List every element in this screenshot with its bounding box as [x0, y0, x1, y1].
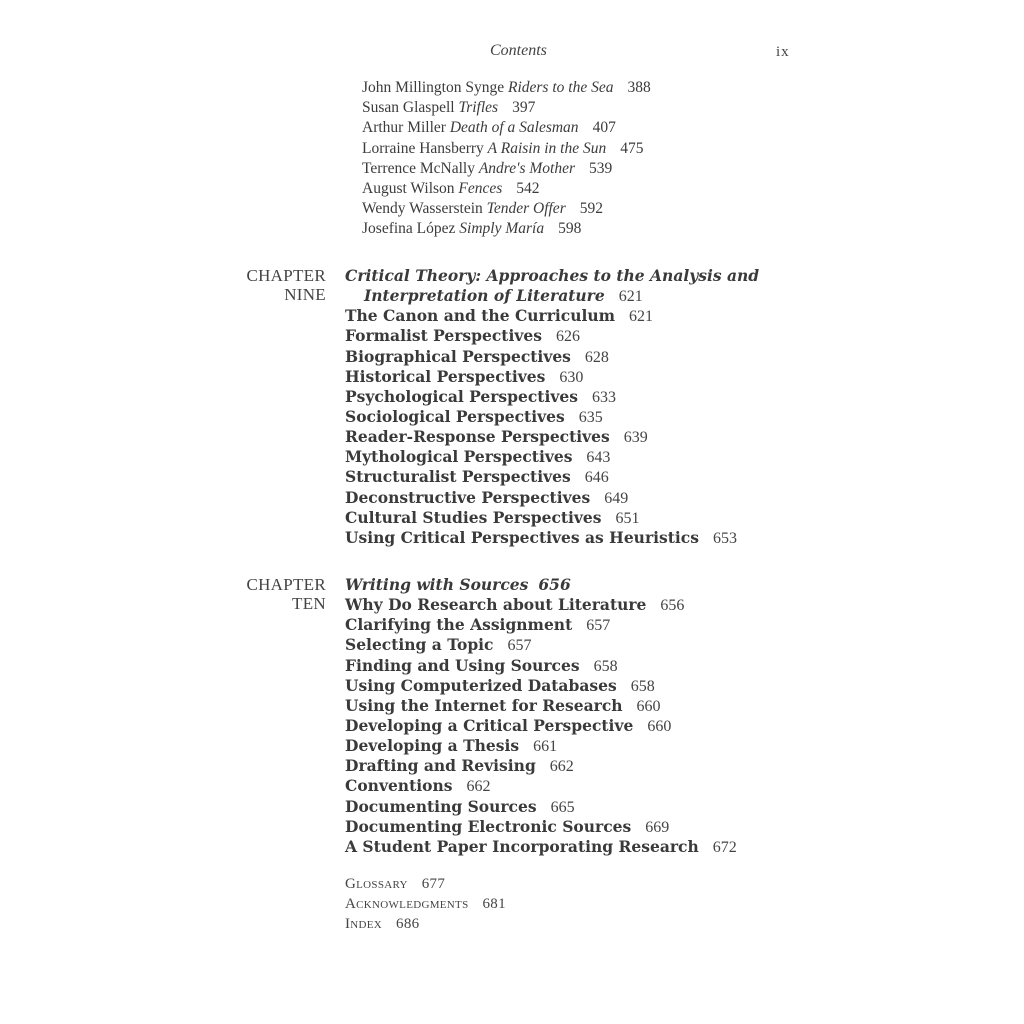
page-number: ix	[776, 44, 790, 60]
chapter-ten-section	[345, 575, 737, 857]
toc-entry[interactable]: Finding and Using Sources 658	[345, 655, 618, 675]
toc-entry[interactable]: A Student Paper Incorporating Research 672	[345, 836, 737, 856]
toc-entry[interactable]: Using Computerized Databases 658	[345, 675, 655, 695]
toc-entry[interactable]: Using the Internet for Research 660	[345, 695, 661, 715]
toc-entry[interactable]: Why Do Research about Literature 656	[345, 595, 685, 615]
chapter-nine-section	[345, 266, 759, 548]
list-item: Arthur Miller Death of a Salesman 407	[362, 119, 616, 137]
glossary-entry[interactable]: Glossary 677	[345, 876, 446, 892]
chapter-ten-label: CHAPTER TEN	[246, 575, 326, 613]
toc-entry[interactable]: Formalist Perspectives 626	[345, 326, 580, 346]
toc-entry[interactable]: Drafting and Revising 662	[345, 756, 574, 776]
list-item: Wendy Wasserstein Tender Offer 592	[362, 200, 603, 218]
toc-entry[interactable]: Using Critical Perspectives as Heuristics 653	[345, 527, 737, 547]
toc-entry[interactable]: Developing a Thesis 661	[345, 736, 558, 756]
toc-entry[interactable]: Psychological Perspectives 633	[345, 386, 616, 406]
toc-entry[interactable]: Deconstructive Perspectives 649	[345, 487, 629, 507]
toc-entry[interactable]: Biographical Perspectives 628	[345, 346, 609, 366]
list-item: Susan Glaspell Trifles 397	[362, 99, 536, 117]
list-item: Terrence McNally Andre's Mother 539	[362, 159, 613, 177]
toc-entry[interactable]: Documenting Sources 665	[345, 796, 575, 816]
toc-entry[interactable]: Structuralist Perspectives 646	[345, 467, 609, 487]
toc-entry[interactable]: Developing a Critical Perspective 660	[345, 715, 672, 735]
back-matter	[345, 874, 506, 935]
toc-entry[interactable]: Selecting a Topic 657	[345, 635, 532, 655]
running-head: Contents	[490, 42, 547, 59]
toc-entry[interactable]: Mythological Perspectives 643	[345, 447, 611, 467]
play-list	[362, 78, 651, 240]
list-item: August Wilson Fences 542	[362, 179, 540, 197]
toc-entry[interactable]: Documenting Electronic Sources 669	[345, 816, 670, 836]
chapter-nine-label: CHAPTER NINE	[246, 266, 326, 304]
toc-entry[interactable]: The Canon and the Curriculum 621	[345, 306, 654, 326]
list-item: Lorraine Hansberry A Raisin in the Sun 475	[362, 139, 644, 157]
toc-entry[interactable]: Clarifying the Assignment 657	[345, 615, 611, 635]
index-entry[interactable]: Index 686	[345, 916, 420, 933]
acknowledgments-entry[interactable]: Acknowledgments 681	[345, 896, 506, 913]
toc-entry[interactable]: Historical Perspectives 630	[345, 366, 584, 386]
toc-entry[interactable]: Sociological Perspectives 635	[345, 406, 603, 426]
list-item: John Millington Synge Riders to the Sea 388	[362, 79, 651, 96]
chapter-ten-title[interactable]: Writing with Sources 656	[345, 575, 571, 594]
toc-entry[interactable]: Reader-Response Perspectives 639	[345, 427, 648, 447]
toc-entry[interactable]: Conventions 662	[345, 776, 491, 796]
list-item: Josefina López Simply María 598	[362, 220, 582, 238]
chapter-nine-title[interactable]: Critical Theory: Approaches to the Analysis and	[345, 266, 760, 285]
toc-entry[interactable]: Cultural Studies Perspectives 651	[345, 507, 640, 527]
chapter-nine-title-cont[interactable]: Interpretation of Literature 621	[364, 286, 643, 306]
